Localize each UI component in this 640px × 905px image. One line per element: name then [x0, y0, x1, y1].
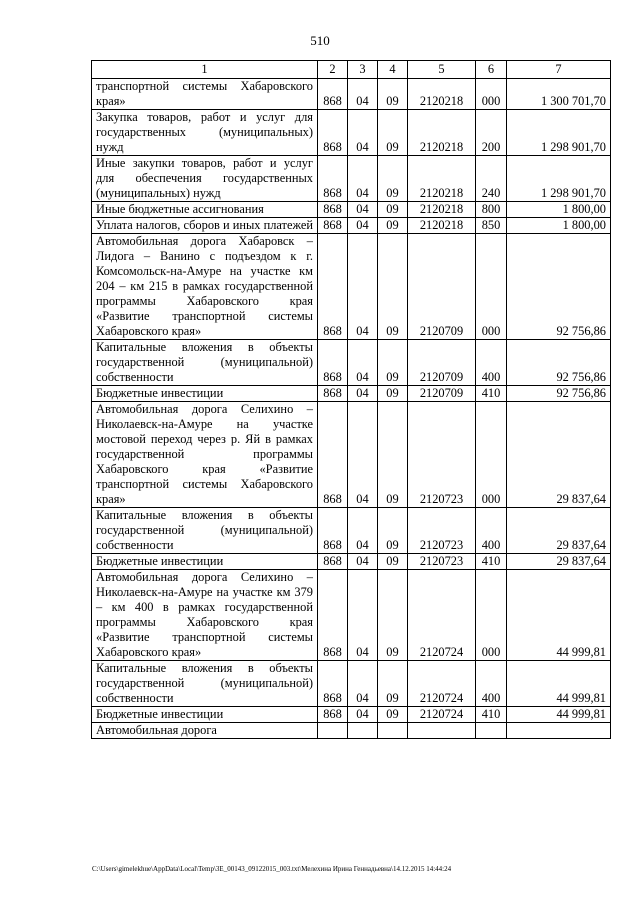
amount-cell: 92 756,86	[507, 340, 611, 386]
amount-cell	[507, 723, 611, 739]
expense-type-cell: 000	[476, 402, 507, 508]
code-cell: 868	[318, 508, 348, 554]
expense-type-cell: 410	[476, 554, 507, 570]
target-article-cell: 2120709	[408, 340, 476, 386]
table-row	[92, 202, 611, 218]
code-cell: 868	[318, 386, 348, 402]
code-cell: 868	[318, 707, 348, 723]
section-cell: 04	[348, 202, 378, 218]
amount-cell: 1 298 901,70	[507, 110, 611, 156]
table-row	[92, 707, 611, 723]
target-article-cell: 2120218	[408, 156, 476, 202]
section-cell: 04	[348, 386, 378, 402]
amount-cell: 92 756,86	[507, 386, 611, 402]
target-article-cell: 2120723	[408, 508, 476, 554]
subsection-cell: 09	[378, 156, 408, 202]
expense-type-cell: 800	[476, 202, 507, 218]
code-cell: 868	[318, 156, 348, 202]
expense-type-cell: 400	[476, 340, 507, 386]
amount-cell: 1 300 701,70	[507, 79, 611, 110]
expense-type-cell: 410	[476, 707, 507, 723]
table-row	[92, 402, 611, 508]
table-row	[92, 234, 611, 340]
table-row	[92, 508, 611, 554]
expense-type-cell: 410	[476, 386, 507, 402]
code-cell: 868	[318, 554, 348, 570]
subsection-cell: 09	[378, 110, 408, 156]
description-cell: Капитальные вложения в объекты государственной (муниципальной) собственности	[92, 661, 318, 707]
code-cell	[318, 723, 348, 739]
target-article-cell: 2120723	[408, 402, 476, 508]
table-row	[92, 386, 611, 402]
code-cell: 868	[318, 402, 348, 508]
subsection-cell: 09	[378, 570, 408, 661]
subsection-cell: 09	[378, 218, 408, 234]
code-cell: 868	[318, 110, 348, 156]
code-cell: 868	[318, 202, 348, 218]
target-article-cell: 2120218	[408, 202, 476, 218]
section-cell: 04	[348, 340, 378, 386]
target-article-cell: 2120709	[408, 386, 476, 402]
column-header: 3	[348, 61, 378, 79]
subsection-cell: 09	[378, 340, 408, 386]
expense-type-cell: 850	[476, 218, 507, 234]
amount-cell: 29 837,64	[507, 402, 611, 508]
subsection-cell: 09	[378, 79, 408, 110]
code-cell: 868	[318, 661, 348, 707]
expense-type-cell: 000	[476, 570, 507, 661]
target-article-cell	[408, 723, 476, 739]
section-cell: 04	[348, 234, 378, 340]
amount-cell: 44 999,81	[507, 661, 611, 707]
subsection-cell: 09	[378, 202, 408, 218]
code-cell: 868	[318, 570, 348, 661]
description-cell: Иные закупки товаров, работ и услуг для обеспечения государственных (муниципальных) нужд	[92, 156, 318, 202]
subsection-cell: 09	[378, 707, 408, 723]
target-article-cell: 2120724	[408, 570, 476, 661]
target-article-cell: 2120218	[408, 110, 476, 156]
table-row	[92, 79, 611, 110]
target-article-cell: 2120724	[408, 661, 476, 707]
target-article-cell: 2120724	[408, 707, 476, 723]
section-cell: 04	[348, 570, 378, 661]
target-article-cell: 2120218	[408, 79, 476, 110]
table-row	[92, 218, 611, 234]
section-cell: 04	[348, 554, 378, 570]
table-row	[92, 156, 611, 202]
section-cell: 04	[348, 110, 378, 156]
expense-type-cell: 000	[476, 79, 507, 110]
code-cell: 868	[318, 340, 348, 386]
description-cell: транспортной системы Хабаровского края»	[92, 79, 318, 110]
column-header: 4	[378, 61, 408, 79]
amount-cell: 44 999,81	[507, 570, 611, 661]
table-row	[92, 554, 611, 570]
column-header: 1	[92, 61, 318, 79]
description-cell: Иные бюджетные ассигнования	[92, 202, 318, 218]
code-cell: 868	[318, 79, 348, 110]
column-header: 2	[318, 61, 348, 79]
page-number: 510	[310, 33, 330, 48]
subsection-cell: 09	[378, 234, 408, 340]
description-cell: Капитальные вложения в объекты государственной (муниципальной) собственности	[92, 340, 318, 386]
description-cell: Автомобильная дорога Селихино – Николаевск-на-Амуре на участке мостовой переход через р. Яй в рамках государственной программы Хабаровского края «Развитие транспортной системы Хабаровского края»	[92, 402, 318, 508]
section-cell: 04	[348, 707, 378, 723]
code-cell: 868	[318, 234, 348, 340]
description-cell: Бюджетные инвестиции	[92, 554, 318, 570]
table-row	[92, 723, 611, 739]
expense-type-cell: 000	[476, 234, 507, 340]
description-cell: Закупка товаров, работ и услуг для государственных (муниципальных) нужд	[92, 110, 318, 156]
section-cell: 04	[348, 79, 378, 110]
expense-type-cell: 240	[476, 156, 507, 202]
description-cell: Автомобильная дорога Селихино – Николаевск-на-Амуре на участке км 379 – км 400 в рамках государственной программы Хабаровского края «Развитие транспортной системы Хабаровского края»	[92, 570, 318, 661]
column-header: 7	[507, 61, 611, 79]
subsection-cell	[378, 723, 408, 739]
section-cell: 04	[348, 218, 378, 234]
amount-cell: 29 837,64	[507, 554, 611, 570]
amount-cell: 29 837,64	[507, 508, 611, 554]
subsection-cell: 09	[378, 661, 408, 707]
expense-type-cell	[476, 723, 507, 739]
expense-type-cell: 200	[476, 110, 507, 156]
subsection-cell: 09	[378, 554, 408, 570]
table-row	[92, 661, 611, 707]
section-cell	[348, 723, 378, 739]
expense-type-cell: 400	[476, 508, 507, 554]
description-cell: Капитальные вложения в объекты государственной (муниципальной) собственности	[92, 508, 318, 554]
expense-type-cell: 400	[476, 661, 507, 707]
subsection-cell: 09	[378, 508, 408, 554]
budget-table	[91, 60, 611, 739]
file-path-footer: C:\Users\gimelekhue\AppData\Local\Temp\3E_00143_09122015_003.txt\Мелехина Ирина Геннадьевна\14.12.2015 14:44:24	[92, 865, 452, 873]
amount-cell: 1 298 901,70	[507, 156, 611, 202]
target-article-cell: 2120218	[408, 218, 476, 234]
amount-cell: 92 756,86	[507, 234, 611, 340]
subsection-cell: 09	[378, 402, 408, 508]
table-row	[92, 570, 611, 661]
description-cell: Автомобильная дорога	[92, 723, 318, 739]
description-cell: Автомобильная дорога Хабаровск – Лидога – Ванино с подъездом к г. Комсомольск-на-Амуре на участке км 204 – км 215 в рамках государственной программы Хабаровского края «Развитие транспортной системы Хабаровского края»	[92, 234, 318, 340]
code-cell: 868	[318, 218, 348, 234]
table-row	[92, 340, 611, 386]
section-cell: 04	[348, 402, 378, 508]
description-cell: Бюджетные инвестиции	[92, 707, 318, 723]
amount-cell: 1 800,00	[507, 218, 611, 234]
table-header-row	[92, 61, 611, 79]
section-cell: 04	[348, 156, 378, 202]
column-header: 6	[476, 61, 507, 79]
description-cell: Бюджетные инвестиции	[92, 386, 318, 402]
target-article-cell: 2120723	[408, 554, 476, 570]
subsection-cell: 09	[378, 386, 408, 402]
section-cell: 04	[348, 508, 378, 554]
amount-cell: 44 999,81	[507, 707, 611, 723]
target-article-cell: 2120709	[408, 234, 476, 340]
amount-cell: 1 800,00	[507, 202, 611, 218]
description-cell: Уплата налогов, сборов и иных платежей	[92, 218, 318, 234]
section-cell: 04	[348, 661, 378, 707]
column-header: 5	[408, 61, 476, 79]
table-row	[92, 110, 611, 156]
